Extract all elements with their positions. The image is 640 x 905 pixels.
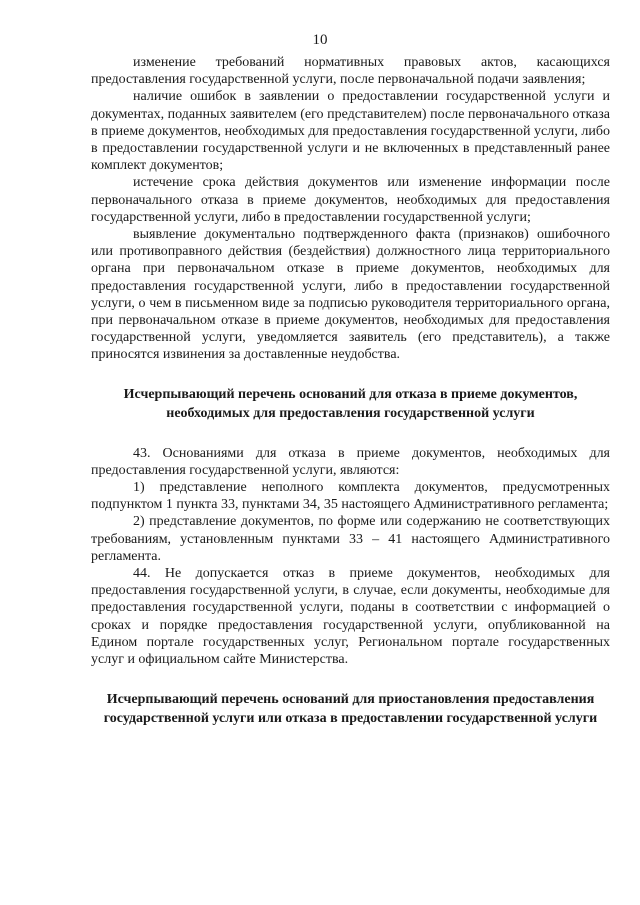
section-heading-refusal-grounds: Исчерпывающий перечень оснований для отказа в приеме документов, необходимых для предоставления государственной услуги: [123, 386, 578, 421]
paragraph-official-error: выявление документально подтвержденного факта (признаков) ошибочного или противоправного действия (бездействия) должностного лица территориального органа при первоначальном отказе в приеме документов, необходимых для предоставления государственной услуги, либо в предоставлении государственной услуги, о чем в письменном виде за подписью руководителя территориального органа, при первоначальном отказе в приеме документов, необходимых для предоставления государственной услуги, уведомляется заявитель (его представитель), а также приносятся извинения за доставленные неудобства.: [91, 227, 610, 363]
paragraph-item-43-1: 1) представление неполного комплекта документов, предусмотренных подпунктом 1 пункта 33, пунктами 34, 35 настоящего Административного регламента;: [91, 480, 610, 513]
page-number: 10: [312, 32, 328, 48]
document-body: [91, 54, 610, 728]
paragraph-item-44: 44. Не допускается отказ в приеме документов, необходимых для предоставления государственной услуги, в случае, если документы, необходимые для предоставления государственной услуги, поданы в соответствии с информацией о сроках и порядке предоставления государственной услуги, опубликованной на Едином портале государственных услуг, Региональном портале государственных услуг и официальном сайте Министерства.: [91, 566, 610, 668]
paragraph-errors-in-application: наличие ошибок в заявлении о предоставлении государственной услуги и документах, поданных заявителем (его представителем) после первоначального отказа в приеме документов, необходимых для предоставления государственной услуги, либо в предоставлении государственной услуги и не включенных в представленный ранее комплект документов;: [91, 89, 610, 174]
paragraph-regulation-change: изменение требований нормативных правовых актов, касающихся предоставления государственной услуги, после первоначальной подачи заявления;: [91, 55, 610, 88]
paragraph-document-expiry: истечение срока действия документов или изменение информации после первоначального отказа в приеме документов, необходимых для предоставления государственной услуги, либо в предоставлении государственной услуги;: [91, 175, 610, 225]
paragraph-item-43: 43. Основаниями для отказа в приеме документов, необходимых для предоставления государственной услуги, являются:: [91, 445, 610, 478]
section-heading-suspension-grounds: Исчерпывающий перечень оснований для приостановления предоставления государственной услуги или отказа в предоставлении государственной услуги: [103, 692, 598, 727]
paragraph-item-43-2: 2) представление документов, по форме или содержанию не соответствующих требованиям, установленным пунктами 33 – 41 настоящего Административного регламента.: [91, 514, 610, 564]
